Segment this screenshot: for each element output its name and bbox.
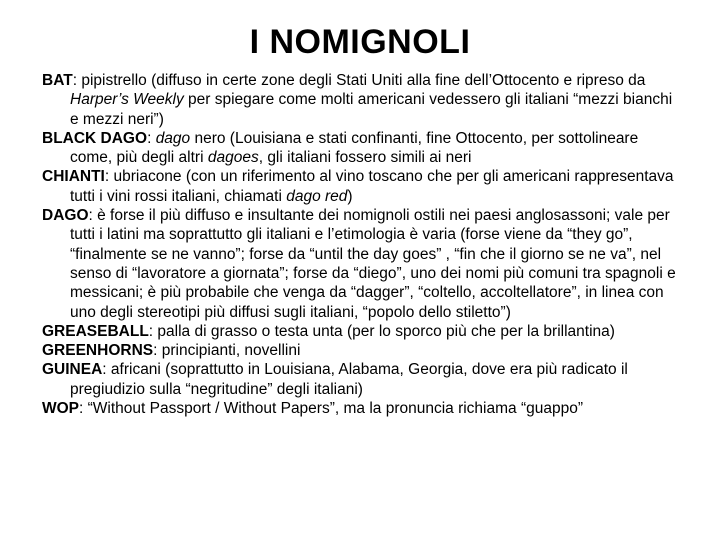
definition-text: , gli italiani fossero simili ai neri (258, 149, 472, 167)
glossary-entry (42, 360, 682, 399)
glossary-entry (42, 167, 682, 206)
definition-text: per spiegare come molti americani vedessero gli italiani “mezzi bianchi e mezzi neri”) (70, 91, 673, 128)
definition-text: : principianti, novellini (153, 342, 301, 360)
glossary-term: GREENHORNS (42, 342, 154, 360)
glossary-term: CHIANTI (42, 168, 105, 186)
definition-text: nero (Louisiana e stati confinanti, fine Ottocento, per sottolineare come, più degli altri (70, 129, 639, 167)
definition-text: : è forse il più diffuso e insultante dei nomignoli ostili nei paesi anglosassoni; vale per tutti i latini ma soprattutto gli italiani e l’etimologia è varia (forse viene da “they go”, “finalmente se ne vanno”; forse da “until the day goes” , “fin che il giorno se ne va”, nel senso di “lavoratore a giornata”; forse da “diego”, uno dei nomi più comuni tra spagnoli e messicani; è più probabile che venga da “dagger”, “coltello, accoltellatore”, in linea con uno degli stereotipi più diffusi sugli italiani, “popolo dello stiletto”) (70, 207, 676, 321)
glossary-term: DAGO (42, 207, 89, 225)
italic-text: dago (155, 129, 191, 147)
italic-text: Harper’s Weekly (70, 91, 184, 109)
glossary-term: WOP (42, 400, 80, 418)
nickname-list (42, 71, 682, 418)
italic-text: dago red (286, 187, 348, 205)
definition-text: : africani (soprattutto in Louisiana, Alabama, Georgia, dove era più radicato il pregiudizio sulla “negritudine” degli italiani) (70, 361, 628, 398)
definition-text: : pipistrello (diffuso in certe zone degli Stati Uniti alla fine dell’Ottocento e ripreso da (72, 72, 646, 89)
glossary-term: GREASEBALL (42, 322, 149, 340)
definition-text: : palla di grasso o testa unta (per lo sporco più che per la brillantina) (148, 322, 615, 340)
glossary-entry (42, 129, 682, 168)
glossary-entry (42, 341, 682, 360)
italic-text: dagoes (207, 149, 259, 167)
glossary-term: BLACK DAGO (42, 129, 148, 147)
glossary-term: GUINEA (42, 361, 103, 379)
definition-text: ) (347, 187, 353, 205)
glossary-entry (42, 322, 682, 341)
glossary-entry (42, 206, 682, 322)
glossary-entry (42, 71, 682, 129)
glossary-entry (42, 399, 682, 418)
page-title: I NOMIGNOLI (249, 23, 471, 61)
definition-text: : ubriacone (con un riferimento al vino toscano che per gli americani rappresentava tutti i vini rossi italiani, chiamati (70, 168, 674, 205)
glossary-term: BAT (42, 72, 73, 89)
definition-text: : (147, 129, 156, 147)
definition-text: : “Without Passport / Without Papers”, ma la pronuncia richiama “guappo” (79, 400, 584, 418)
